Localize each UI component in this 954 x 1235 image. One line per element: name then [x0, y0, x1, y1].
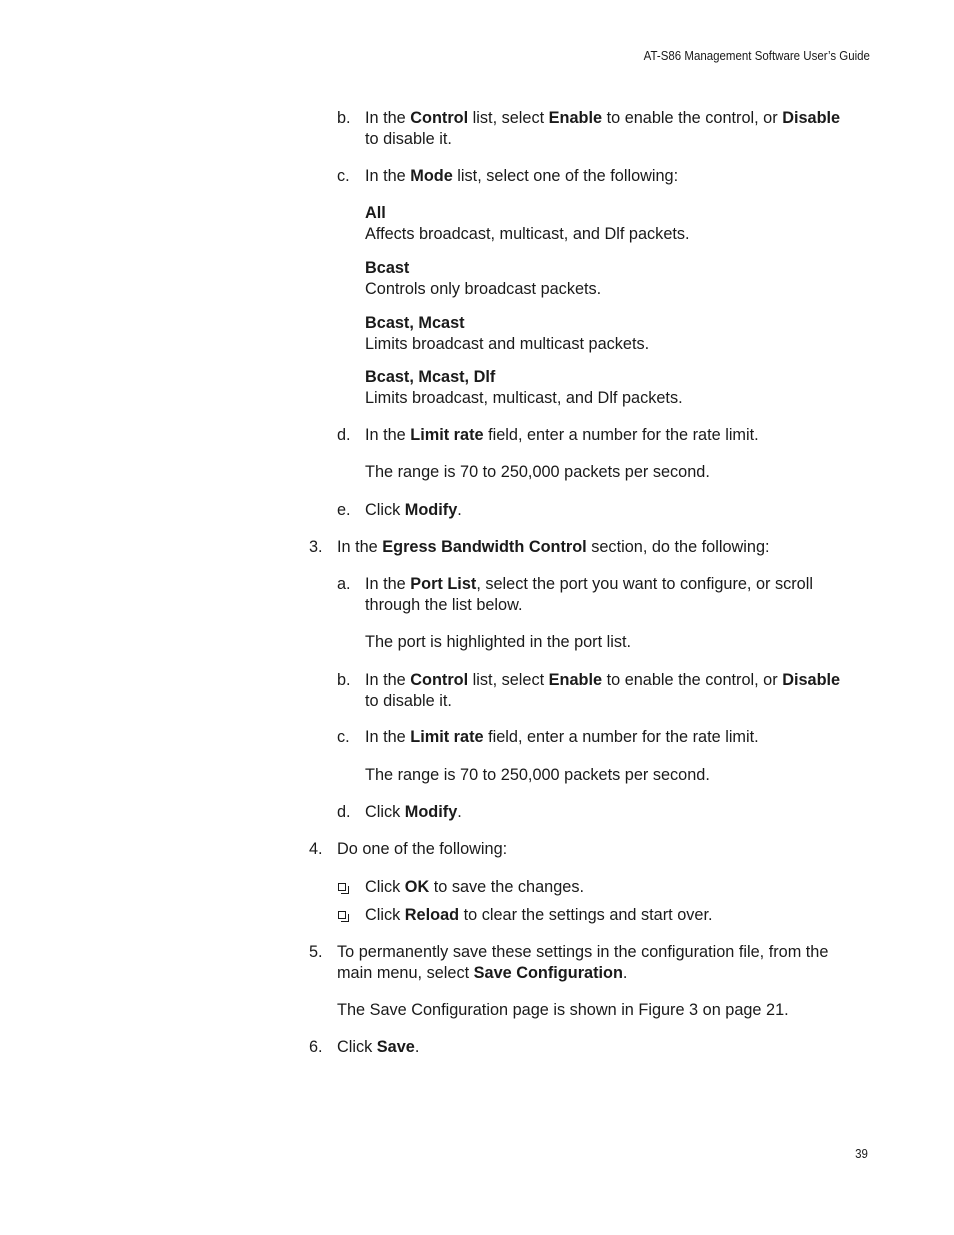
checkbox-bullet-icon — [338, 911, 346, 919]
list-marker: 3. — [309, 538, 323, 556]
step-text: Click Save. — [337, 1038, 420, 1056]
step-text: To permanently save these settings in the configuration file, from the main menu, select Save Configuration. — [337, 943, 829, 982]
list-marker: c. — [337, 728, 350, 746]
list-marker: b. — [337, 671, 351, 689]
list-marker: a. — [337, 575, 351, 593]
note-text: The range is 70 to 250,000 packets per second. — [365, 766, 710, 784]
list-marker: 6. — [309, 1038, 323, 1056]
step-text: In the Egress Bandwidth Control section, do the following: — [337, 538, 770, 556]
mode-option: All Affects broadcast, multicast, and Dlf packets. — [365, 204, 690, 243]
step-text: Do one of the following: — [337, 840, 508, 858]
mode-option: Bcast, Mcast Limits broadcast and multicast packets. — [365, 314, 650, 353]
bullet-text: Click Reload to clear the settings and start over. — [365, 906, 713, 924]
step-text: In the Control list, select Enable to enable the control, or Disable to disable it. — [365, 671, 841, 710]
checkbox-bullet-icon — [338, 883, 346, 891]
mode-option: Bcast, Mcast, Dlf Limits broadcast, multicast, and Dlf packets. — [365, 368, 683, 407]
running-header: AT-S86 Management Software User’s Guide — [643, 49, 870, 63]
step-text: In the Limit rate field, enter a number for the rate limit. — [365, 728, 759, 746]
step-text: In the Port List, select the port you want to configure, or scroll through the list below. — [365, 575, 813, 614]
list-marker: c. — [337, 167, 350, 185]
step-text: Click Modify. — [365, 501, 462, 519]
step-text: In the Mode list, select one of the following: — [365, 167, 679, 185]
page-number: 39 — [855, 1147, 868, 1161]
list-marker: 5. — [309, 943, 323, 961]
list-marker: 4. — [309, 840, 323, 858]
list-marker: b. — [337, 109, 351, 127]
list-marker: d. — [337, 803, 351, 821]
bullet-text: Click OK to save the changes. — [365, 878, 584, 896]
step-text: Click Modify. — [365, 803, 462, 821]
note-text: The Save Configuration page is shown in Figure 3 on page 21. — [337, 1001, 789, 1019]
list-marker: d. — [337, 426, 351, 444]
step-text: In the Control list, select Enable to enable the control, or Disable to disable it. — [365, 109, 841, 148]
mode-option: Bcast Controls only broadcast packets. — [365, 259, 602, 298]
note-text: The range is 70 to 250,000 packets per second. — [365, 463, 710, 481]
list-marker: e. — [337, 501, 351, 519]
note-text: The port is highlighted in the port list. — [365, 633, 632, 651]
step-text: In the Limit rate field, enter a number for the rate limit. — [365, 426, 759, 444]
